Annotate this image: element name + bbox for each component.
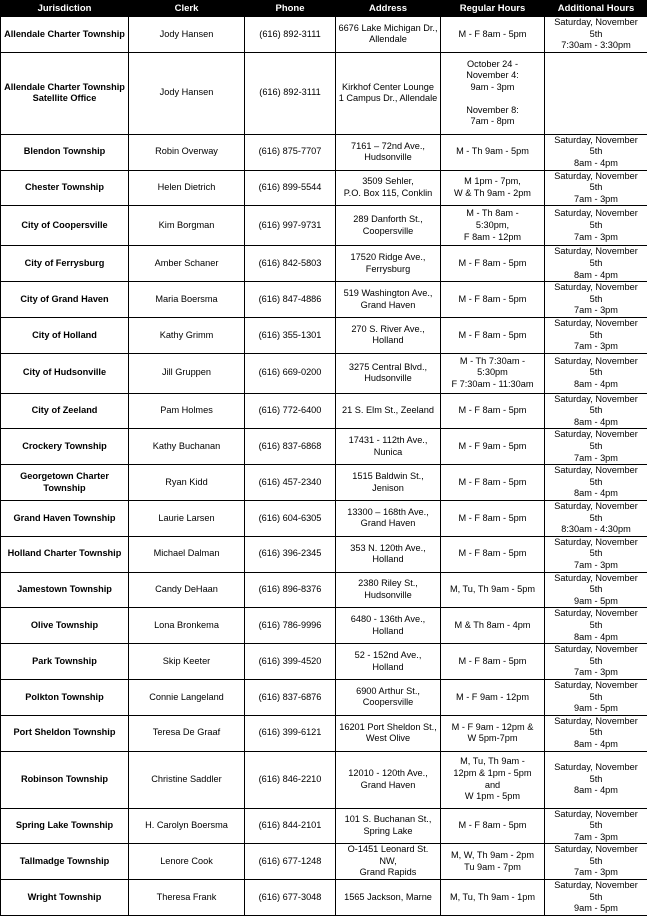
- table-row: [1, 501, 647, 537]
- phone-cell: (616) 896-8376: [245, 572, 336, 608]
- address-cell: 3275 Central Blvd., Hudsonville: [336, 353, 441, 393]
- clerk-cell: Skip Keeter: [129, 644, 245, 680]
- table-row: [1, 751, 647, 808]
- phone-cell: (616) 842-5803: [245, 246, 336, 282]
- regular-hours-cell: M - F 8am - 5pm: [441, 644, 545, 680]
- phone-cell: (616) 677-3048: [245, 880, 336, 916]
- regular-hours-cell: M, Tu, Th 9am - 12pm & 1pm - 5pm and W 1pm - 5pm: [441, 751, 545, 808]
- jurisdiction-cell: Chester Township: [1, 170, 129, 206]
- regular-hours-cell: M, Tu, Th 9am - 5pm: [441, 572, 545, 608]
- jurisdiction-cell: City of Holland: [1, 317, 129, 353]
- address-cell: O-1451 Leonard St. NW, Grand Rapids: [336, 844, 441, 880]
- phone-cell: (616) 399-4520: [245, 644, 336, 680]
- address-cell: 270 S. River Ave., Holland: [336, 317, 441, 353]
- clerk-cell: Robin Overway: [129, 134, 245, 170]
- regular-hours-cell: M, W, Th 9am - 2pm Tu 9am - 7pm: [441, 844, 545, 880]
- phone-cell: (616) 997-9731: [245, 206, 336, 246]
- phone-cell: (616) 846-2210: [245, 751, 336, 808]
- table-row: [1, 17, 647, 53]
- additional-hours-cell: Saturday, November 5th 8am - 4pm: [545, 246, 647, 282]
- jurisdiction-cell: Grand Haven Township: [1, 501, 129, 537]
- phone-cell: (616) 786-9996: [245, 608, 336, 644]
- address-cell: 353 N. 120th Ave., Holland: [336, 536, 441, 572]
- clerk-cell: H. Carolyn Boersma: [129, 808, 245, 844]
- address-cell: 17431 - 112th Ave., Nunica: [336, 429, 441, 465]
- jurisdiction-cell: Georgetown Charter Township: [1, 465, 129, 501]
- address-cell: 7161 – 72nd Ave., Hudsonville: [336, 134, 441, 170]
- regular-hours-cell: M - F 8am - 5pm: [441, 393, 545, 429]
- table-row: [1, 844, 647, 880]
- table-row: [1, 317, 647, 353]
- additional-hours-cell: Saturday, November 5th 7am - 3pm: [545, 170, 647, 206]
- table-row: [1, 644, 647, 680]
- regular-hours-cell: M - F 8am - 5pm: [441, 17, 545, 53]
- additional-hours-cell: Saturday, November 5th 7am - 3pm: [545, 317, 647, 353]
- additional-hours-cell: Saturday, November 5th 7am - 3pm: [545, 206, 647, 246]
- table-row: [1, 282, 647, 318]
- jurisdiction-cell: City of Grand Haven: [1, 282, 129, 318]
- jurisdiction-cell: City of Coopersville: [1, 206, 129, 246]
- clerk-cell: Candy DeHaan: [129, 572, 245, 608]
- jurisdiction-cell: City of Ferrysburg: [1, 246, 129, 282]
- jurisdiction-cell: Olive Township: [1, 608, 129, 644]
- regular-hours-cell: M - Th 8am - 5:30pm, F 8am - 12pm: [441, 206, 545, 246]
- column-header: Regular Hours: [441, 1, 545, 17]
- table-row: [1, 715, 647, 751]
- table-row: [1, 536, 647, 572]
- address-cell: 52 - 152nd Ave., Holland: [336, 644, 441, 680]
- clerk-cell: Connie Langeland: [129, 679, 245, 715]
- phone-cell: (616) 457-2340: [245, 465, 336, 501]
- clerk-cell: Kathy Grimm: [129, 317, 245, 353]
- regular-hours-cell: M - F 8am - 5pm: [441, 246, 545, 282]
- clerk-cell: Laurie Larsen: [129, 501, 245, 537]
- clerk-cell: Christine Saddler: [129, 751, 245, 808]
- additional-hours-cell: Saturday, November 5th 7am - 3pm: [545, 536, 647, 572]
- regular-hours-cell: M & Th 8am - 4pm: [441, 608, 545, 644]
- table-row: [1, 52, 647, 134]
- phone-cell: (616) 892-3111: [245, 52, 336, 134]
- table-row: [1, 393, 647, 429]
- table-row: [1, 246, 647, 282]
- regular-hours-cell: M, Tu, Th 9am - 1pm: [441, 880, 545, 916]
- clerk-cell: Kathy Buchanan: [129, 429, 245, 465]
- regular-hours-cell: M - F 8am - 5pm: [441, 317, 545, 353]
- additional-hours-cell: Saturday, November 5th 9am - 5pm: [545, 880, 647, 916]
- clerk-cell: Jody Hansen: [129, 17, 245, 53]
- phone-cell: (616) 396-2345: [245, 536, 336, 572]
- clerk-cell: Teresa De Graaf: [129, 715, 245, 751]
- jurisdiction-cell: Spring Lake Township: [1, 808, 129, 844]
- regular-hours-cell: M - Th 9am - 5pm: [441, 134, 545, 170]
- jurisdiction-cell: Jamestown Township: [1, 572, 129, 608]
- additional-hours-cell: Saturday, November 5th 8am - 4pm: [545, 353, 647, 393]
- phone-cell: (616) 772-6400: [245, 393, 336, 429]
- jurisdiction-cell: Allendale Charter Township Satellite Office: [1, 52, 129, 134]
- phone-cell: (616) 899-5544: [245, 170, 336, 206]
- clerk-cell: Kim Borgman: [129, 206, 245, 246]
- regular-hours-cell: October 24 - November 4: 9am - 3pm November 8: 7am - 8pm: [441, 52, 545, 134]
- table-row: [1, 429, 647, 465]
- jurisdiction-cell: City of Hudsonville: [1, 353, 129, 393]
- jurisdiction-cell: Robinson Township: [1, 751, 129, 808]
- jurisdiction-cell: Park Township: [1, 644, 129, 680]
- phone-cell: (616) 837-6876: [245, 679, 336, 715]
- clerk-cell: Theresa Frank: [129, 880, 245, 916]
- phone-cell: (616) 355-1301: [245, 317, 336, 353]
- address-cell: 17520 Ridge Ave., Ferrysburg: [336, 246, 441, 282]
- jurisdiction-cell: Holland Charter Township: [1, 536, 129, 572]
- address-cell: 21 S. Elm St., Zeeland: [336, 393, 441, 429]
- address-cell: 16201 Port Sheldon St., West Olive: [336, 715, 441, 751]
- jurisdiction-cell: Tallmadge Township: [1, 844, 129, 880]
- additional-hours-cell: Saturday, November 5th 7am - 3pm: [545, 844, 647, 880]
- additional-hours-cell: Saturday, November 5th 8am - 4pm: [545, 134, 647, 170]
- regular-hours-cell: M - F 8am - 5pm: [441, 536, 545, 572]
- additional-hours-cell: [545, 52, 647, 134]
- regular-hours-cell: M - Th 7:30am - 5:30pm F 7:30am - 11:30am: [441, 353, 545, 393]
- phone-cell: (616) 604-6305: [245, 501, 336, 537]
- clerk-cell: Jill Gruppen: [129, 353, 245, 393]
- column-header: Phone: [245, 1, 336, 17]
- phone-cell: (616) 837-6868: [245, 429, 336, 465]
- address-cell: 12010 - 120th Ave., Grand Haven: [336, 751, 441, 808]
- table-row: [1, 206, 647, 246]
- phone-cell: (616) 677-1248: [245, 844, 336, 880]
- additional-hours-cell: Saturday, November 5th 7am - 3pm: [545, 282, 647, 318]
- regular-hours-cell: M - F 8am - 5pm: [441, 501, 545, 537]
- clerk-cell: Helen Dietrich: [129, 170, 245, 206]
- table-row: [1, 572, 647, 608]
- additional-hours-cell: Saturday, November 5th 7am - 3pm: [545, 429, 647, 465]
- regular-hours-cell: M 1pm - 7pm, W & Th 9am - 2pm: [441, 170, 545, 206]
- jurisdiction-cell: Wright Township: [1, 880, 129, 916]
- clerk-cell: Michael Dalman: [129, 536, 245, 572]
- table-row: [1, 679, 647, 715]
- table-row: [1, 608, 647, 644]
- clerk-cell: Lona Bronkema: [129, 608, 245, 644]
- table-row: [1, 170, 647, 206]
- additional-hours-cell: Saturday, November 5th 9am - 5pm: [545, 572, 647, 608]
- phone-cell: (616) 844-2101: [245, 808, 336, 844]
- phone-cell: (616) 875-7707: [245, 134, 336, 170]
- address-cell: 13300 – 168th Ave., Grand Haven: [336, 501, 441, 537]
- address-cell: 6676 Lake Michigan Dr., Allendale: [336, 17, 441, 53]
- table-row: [1, 465, 647, 501]
- phone-cell: (616) 847-4886: [245, 282, 336, 318]
- jurisdiction-cell: Blendon Township: [1, 134, 129, 170]
- column-header: Additional Hours: [545, 1, 647, 17]
- additional-hours-cell: Saturday, November 5th 8:30am - 4:30pm: [545, 501, 647, 537]
- additional-hours-cell: Saturday, November 5th 8am - 4pm: [545, 393, 647, 429]
- phone-cell: (616) 669-0200: [245, 353, 336, 393]
- clerk-cell: Jody Hansen: [129, 52, 245, 134]
- additional-hours-cell: Saturday, November 5th 7:30am - 3:30pm: [545, 17, 647, 53]
- regular-hours-cell: M - F 8am - 5pm: [441, 282, 545, 318]
- clerk-cell: Maria Boersma: [129, 282, 245, 318]
- column-header: Jurisdiction: [1, 1, 129, 17]
- address-cell: 2380 Riley St., Hudsonville: [336, 572, 441, 608]
- column-header: Clerk: [129, 1, 245, 17]
- column-header: Address: [336, 1, 441, 17]
- address-cell: 289 Danforth St., Coopersville: [336, 206, 441, 246]
- table-row: [1, 880, 647, 916]
- additional-hours-cell: Saturday, November 5th 9am - 5pm: [545, 679, 647, 715]
- address-cell: 101 S. Buchanan St., Spring Lake: [336, 808, 441, 844]
- additional-hours-cell: Saturday, November 5th 8am - 4pm: [545, 465, 647, 501]
- address-cell: Kirkhof Center Lounge 1 Campus Dr., Allendale: [336, 52, 441, 134]
- regular-hours-cell: M - F 9am - 12pm & W 5pm-7pm: [441, 715, 545, 751]
- additional-hours-cell: Saturday, November 5th 8am - 4pm: [545, 608, 647, 644]
- jurisdiction-cell: Crockery Township: [1, 429, 129, 465]
- table-row: [1, 808, 647, 844]
- clerk-cell: Pam Holmes: [129, 393, 245, 429]
- table-row: [1, 134, 647, 170]
- phone-cell: (616) 892-3111: [245, 17, 336, 53]
- additional-hours-cell: Saturday, November 5th 8am - 4pm: [545, 715, 647, 751]
- additional-hours-cell: Saturday, November 5th 8am - 4pm: [545, 751, 647, 808]
- address-cell: 6480 - 136th Ave., Holland: [336, 608, 441, 644]
- additional-hours-cell: Saturday, November 5th 7am - 3pm: [545, 808, 647, 844]
- regular-hours-cell: M - F 9am - 5pm: [441, 429, 545, 465]
- clerk-cell: Amber Schaner: [129, 246, 245, 282]
- address-cell: 519 Washington Ave., Grand Haven: [336, 282, 441, 318]
- address-cell: 1515 Baldwin St., Jenison: [336, 465, 441, 501]
- clerk-cell: Ryan Kidd: [129, 465, 245, 501]
- address-cell: 6900 Arthur St., Coopersville: [336, 679, 441, 715]
- regular-hours-cell: M - F 8am - 5pm: [441, 465, 545, 501]
- jurisdiction-cell: Port Sheldon Township: [1, 715, 129, 751]
- regular-hours-cell: M - F 9am - 12pm: [441, 679, 545, 715]
- jurisdiction-cell: City of Zeeland: [1, 393, 129, 429]
- table-row: [1, 353, 647, 393]
- header-row: [1, 1, 647, 17]
- jurisdiction-cell: Allendale Charter Township: [1, 17, 129, 53]
- regular-hours-cell: M - F 8am - 5pm: [441, 808, 545, 844]
- additional-hours-cell: Saturday, November 5th 7am - 3pm: [545, 644, 647, 680]
- address-cell: 1565 Jackson, Marne: [336, 880, 441, 916]
- clerk-cell: Lenore Cook: [129, 844, 245, 880]
- jurisdiction-cell: Polkton Township: [1, 679, 129, 715]
- address-cell: 3509 Sehler, P.O. Box 115, Conklin: [336, 170, 441, 206]
- phone-cell: (616) 399-6121: [245, 715, 336, 751]
